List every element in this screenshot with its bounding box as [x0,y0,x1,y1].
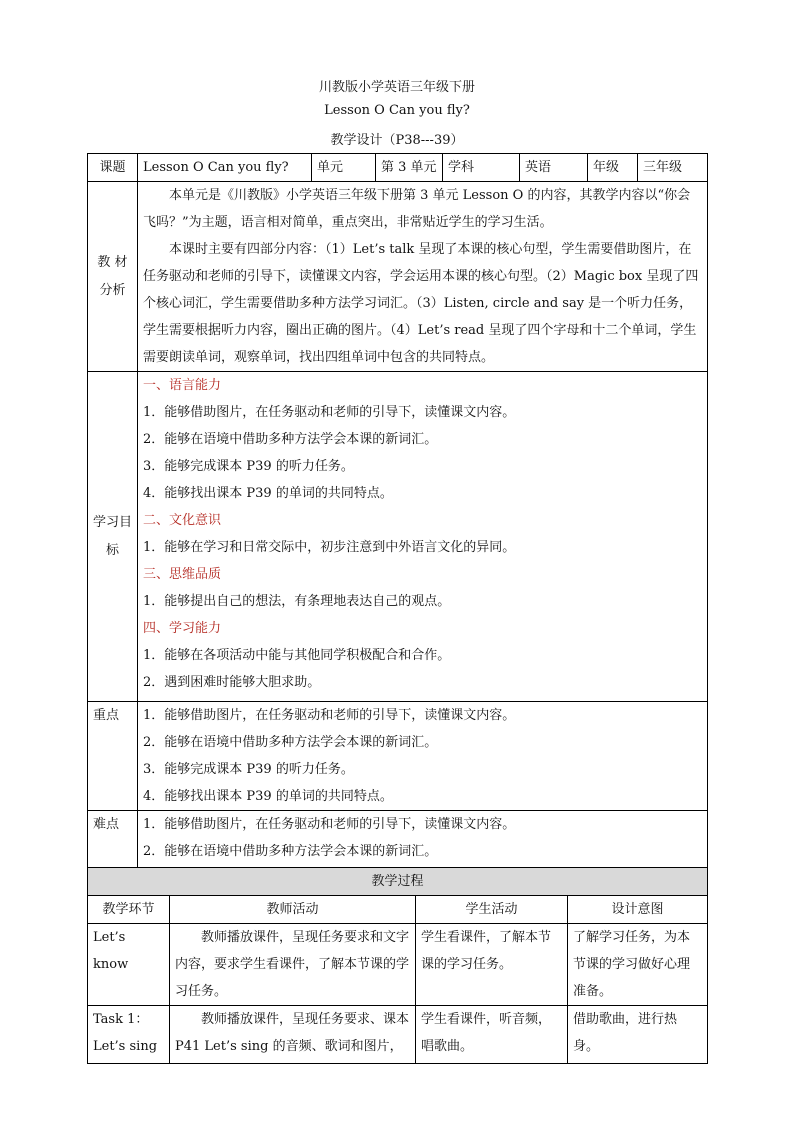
topic-value: Lesson O Can you fly? [138,154,312,182]
doc-title: 川教版小学英语三年级下册 [318,80,475,95]
grade-label: 年级 [588,154,638,182]
intent-cell: 借助歌曲，进行热身。 [568,1006,708,1064]
goal-heading-language: 一、语言能力 [143,378,222,393]
lesson-info-table [87,153,708,869]
header-teacher: 教师活动 [170,896,416,924]
difficult-points-cell [138,811,708,869]
student-cell: 学生看课件，了解本节课的学习任务。 [416,924,568,1006]
header-student: 学生活动 [416,896,568,924]
process-row [88,1006,708,1064]
difficult-points-label: 难点 [88,811,138,869]
design-subtitle: 教学设计（P38---39） [330,133,464,148]
teaching-process-table [87,867,708,1064]
key-points-row [88,702,708,811]
info-row [88,154,708,182]
goal-heading-thinking: 三、思维品质 [143,567,222,582]
goal-item: 1．能够在学习和日常交际中，初步注意到中外语言文化的异同。 [143,540,516,555]
student-cell: 学生看课件，听音频，唱歌曲。 [416,1006,568,1064]
goal-item: 2．遇到困难时能够大胆求助。 [143,675,321,690]
material-row [88,182,708,372]
material-label: 教 材分析 [88,182,138,372]
step-cell: Task 1：Let’s sing [88,1006,170,1064]
material-paragraph-1: 本单元是《川教版》小学英语三年级下册第 3 单元 Lesson O 的内容，其教学内容以“你会飞吗？”为主题，语言相对简单，重点突出，非常贴近学生的学习生活。 [143,188,691,230]
lesson-title: Lesson O Can you fly? [324,103,470,118]
header-intent: 设计意图 [568,896,708,924]
process-title: 教学过程 [88,868,708,896]
key-point-item: 2．能够在语境中借助多种方法学会本课的新词汇。 [143,735,438,750]
goal-item: 1．能够借助图片，在任务驱动和老师的引导下，读懂课文内容。 [143,405,516,420]
goal-item: 1．能够在各项活动中能与其他同学积极配合和合作。 [143,648,451,663]
subject-value: 英语 [520,154,588,182]
unit-value: 第 3 单元 [376,154,443,182]
goal-heading-culture: 二、文化意识 [143,513,222,528]
teacher-cell: 教师播放课件，呈现任务要求和文字内容，要求学生看课件，了解本节课的学习任务。 [170,924,416,1006]
goal-item: 1．能够提出自己的想法，有条理地表达自己的观点。 [143,594,451,609]
header-step: 教学环节 [88,896,170,924]
material-paragraph-2: 本课时主要有四部分内容：（1）Let’s talk 呈现了本课的核心句型，学生需要借助图片，在任务驱动和老师的引导下，读懂课文内容，学会运用本课的核心句型。（2）Magic box 呈现了四个核心词汇，学生需要借助多种方法学习词汇。（3）Listen, circle and say 是一个听力任务，学生需要根据听力内容，圈出正确的图片。（4）Let’s read 呈现了四个字母和十二个单词，学生需要朗读单词，观察单词，找出四组单词中包含的共同特点。 [143,242,699,365]
process-header-row [88,896,708,924]
goals-row [88,372,708,702]
difficult-point-item: 2．能够在语境中借助多种方法学会本课的新词汇。 [143,844,438,859]
goal-item: 2．能够在语境中借助多种方法学会本课的新词汇。 [143,432,438,447]
goal-heading-learning: 四、学习能力 [143,621,222,636]
teacher-cell: 教师播放课件，呈现任务要求、课本 P41 Let’s sing 的音频、歌词和图片， [170,1006,416,1064]
goals-cell [138,372,708,702]
key-point-item: 1．能够借助图片，在任务驱动和老师的引导下，读懂课文内容。 [143,708,516,723]
key-points-label: 重点 [88,702,138,811]
topic-label: 课题 [88,154,138,182]
step-cell: Let’s know [88,924,170,1006]
goal-item: 3．能够完成课本 P39 的听力任务。 [143,459,354,474]
difficult-points-row [88,811,708,869]
key-points-cell [138,702,708,811]
goals-label: 学习目标 [88,372,138,702]
material-cell [138,182,708,372]
key-point-item: 3．能够完成课本 P39 的听力任务。 [143,762,354,777]
process-row [88,924,708,1006]
unit-label: 单元 [312,154,376,182]
intent-cell: 了解学习任务，为本节课的学习做好心理准备。 [568,924,708,1006]
process-title-row [88,868,708,896]
grade-value: 三年级 [638,154,708,182]
difficult-point-item: 1．能够借助图片，在任务驱动和老师的引导下，读懂课文内容。 [143,817,516,832]
key-point-item: 4．能够找出课本 P39 的单词的共同特点。 [143,789,393,804]
subject-label: 学科 [443,154,520,182]
goal-item: 4．能够找出课本 P39 的单词的共同特点。 [143,486,393,501]
